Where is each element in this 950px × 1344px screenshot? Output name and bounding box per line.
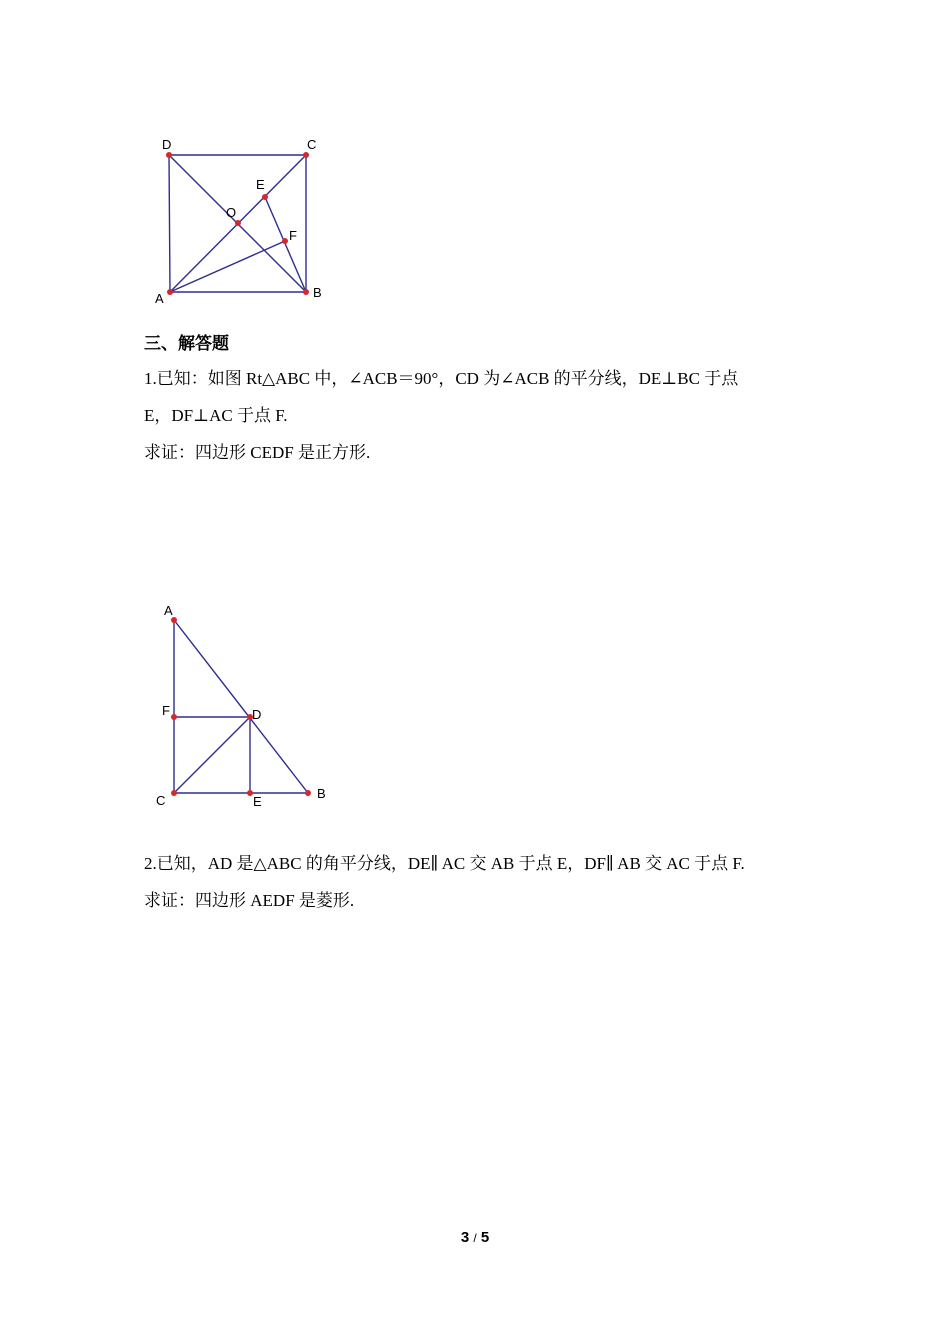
point-c2 <box>171 790 177 796</box>
figure-right-triangle-abc <box>150 598 335 813</box>
label-e: E <box>256 177 265 192</box>
point-c <box>303 152 309 158</box>
section-heading: 三、解答题 <box>144 334 229 354</box>
point-f <box>282 238 288 244</box>
point-a <box>167 289 173 295</box>
label-a: A <box>155 291 164 306</box>
segment-cd <box>174 717 250 793</box>
figure-square-abcd <box>150 130 340 315</box>
point-b <box>303 289 309 295</box>
segment-eb <box>265 197 306 292</box>
point-o <box>235 220 241 226</box>
problem1-line3: 求证：四边形 CEDF 是正方形. <box>144 443 371 462</box>
problem2-line2: 求证：四边形 AEDF 是菱形. <box>144 891 355 910</box>
segment-da <box>169 155 170 292</box>
page-total: 5 <box>480 1229 490 1246</box>
label-b: B <box>313 285 322 300</box>
point-e <box>262 194 268 200</box>
segment-ab2 <box>174 620 308 793</box>
label-o: O <box>226 205 237 220</box>
label-c: C <box>307 137 317 152</box>
label-d: D <box>162 137 172 152</box>
point-b2 <box>305 790 311 796</box>
label-e2: E <box>253 794 262 809</box>
problem2-line1: 2.已知，AD 是△ABC 的角平分线，DE∥ AC 交 AB 于点 E，DF∥ AB 交 AC 于点 F. <box>144 854 745 873</box>
label-f2: F <box>162 703 170 718</box>
figure2-segments <box>174 620 308 793</box>
problem1-line1: 1.已知：如图 Rt△ABC 中，∠ACB＝90°，CD 为∠ACB 的平分线，DE⊥BC 于点 <box>144 369 739 388</box>
label-f: F <box>289 228 297 243</box>
point-d <box>166 152 172 158</box>
label-b2: B <box>317 786 326 801</box>
segment-af <box>170 241 285 292</box>
page-current: 3 <box>460 1229 470 1246</box>
page-number <box>0 1229 950 1246</box>
label-a2: A <box>164 603 173 618</box>
problem1-line2: E，DF⊥AC 于点 F. <box>144 406 288 425</box>
label-d2: D <box>252 707 262 722</box>
point-f2 <box>171 714 177 720</box>
label-c2: C <box>156 793 166 808</box>
page-separator: / <box>473 1231 477 1245</box>
